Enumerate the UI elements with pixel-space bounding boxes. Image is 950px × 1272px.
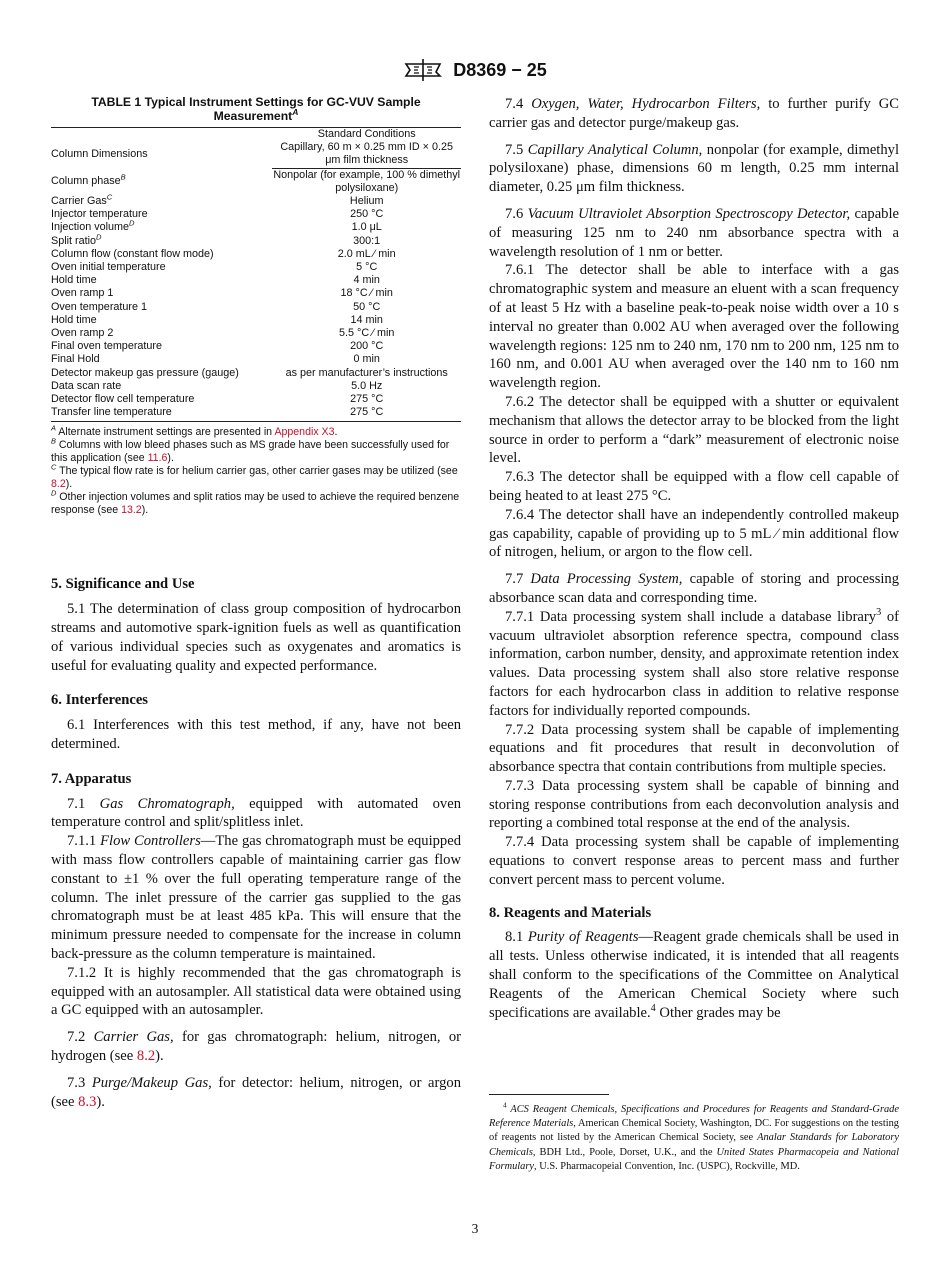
table-row (51, 314, 461, 327)
footnote-ref-link[interactable]: Appendix X3 (274, 426, 335, 439)
value-cell: 50 °C (353, 300, 381, 313)
table-footnote: $^D$ Other injection volumes and split ratios may be used to achieve the required benzene response (see 13.2). (51, 488, 460, 517)
table-row (51, 168, 461, 195)
section-6-heading: 6. Interferences (51, 692, 148, 709)
param-cell: Hold time (51, 313, 97, 326)
settings-table (51, 127, 461, 422)
table-row (51, 301, 461, 314)
value-cell: 5.5 °C ⁄ min (339, 327, 395, 340)
param-cell: Injector temperature (51, 208, 148, 221)
table-row (51, 208, 461, 221)
param-cell: Detector flow cell temperature (51, 393, 195, 406)
value-cell: 275 °C (272, 406, 461, 422)
param-cell: Data scan rate (51, 379, 122, 392)
paragraph-7-2: 7.2 Carrier Gas, for gas chromatograph: helium, nitrogen, or hydrogen (see 8.2). (51, 1029, 461, 1064)
paragraph-7-6-4: 7.6.4 The detector shall have an independently controlled makeup gas capability, capable of providing up to 5 mL ⁄ min additional flow of nitrogen, helium, or argon to the flow cell. (489, 506, 899, 561)
param-cell: Final oven temperature (51, 340, 163, 353)
value-cell: 18 °C ⁄ min (340, 287, 393, 300)
ref-8-2-link[interactable]: 8.2 (136, 1048, 156, 1064)
value-cell: 275 °C (350, 393, 384, 406)
paragraph-7-6: 7.6 Vacuum Ultraviolet Absorption Spectroscopy Detector, capable of measuring 125 nm to 240 nm absorbance spectra with a wavelength resolution of 1 nm or better. (489, 205, 899, 260)
paragraph-6-1: 6.1 Interferences with this test method, if any, have not been determined. (51, 717, 461, 753)
table-row (51, 261, 461, 274)
table-row (51, 221, 461, 234)
param-cell: Oven ramp 2 (51, 327, 114, 340)
param-cell: Oven ramp 1 (51, 287, 114, 300)
value-cell: 4 min (353, 274, 380, 287)
table-footnote: $^A$ Alternate instrument settings are presented in Appendix X3. (51, 423, 338, 439)
left-column (51, 95, 461, 1111)
table-footnotes (51, 423, 461, 517)
param-cell: Hold time (51, 274, 97, 287)
value-cell: 200 °C (350, 340, 384, 353)
table-footnote: $^C$ The typical flow rate is for helium carrier gas, other carrier gases may be utilized (see 8.2). (51, 462, 458, 491)
ref-8-3-link[interactable]: 8.3 (78, 1093, 97, 1110)
paragraph-7-1-1: 7.1.1 Flow Controllers—The gas chromatograph must be equipped with mass flow controllers capable of maintaining carrier gas flow constant to ±1 % over the full operating temperature range of the column. The inlet pressure of the carrier gas supplied to the gas chromatograph must be at least 485 kPa. This will ensure that the minimum pressure needed to compensate for the increase in column back-pressure as the column temperature is maintained. (51, 833, 461, 963)
table-row (51, 274, 461, 287)
value-cell: 250 °C (350, 208, 384, 221)
paragraph-7-7: 7.7 Data Processing System, capable of storing and processing absorbance scan data and corresponding time. (489, 571, 900, 606)
table-row (51, 393, 461, 406)
param-cell: Detector makeup gas pressure (gauge) (51, 366, 239, 379)
footnote-ref-link[interactable]: 13.2 (121, 504, 142, 517)
section-7-heading: 7. Apparatus (51, 770, 132, 787)
value-cell: 5.0 Hz (351, 379, 383, 392)
paragraph-7-6-1: 7.6.1 The detector shall be able to interface with a gas chromatographic system and measure an eluent with a scan frequency of at least 5 Hz with a baseline peak-to-peak noise width over a 10 s interval no greater than 0.002 AU when averaged over the following wavelength regions: 125 nm to 240 nm, 170 nm to 200 nm, 125 nm to 160 nm, and 0.001 AU when averaged over the 140 nm to 160 nm wavelength region. (489, 262, 899, 392)
value-cell: 1.0 μL (351, 221, 382, 234)
table-row (51, 195, 461, 208)
param-cell: Split ratio$^D$ (51, 232, 102, 247)
paragraph-7-6-3: 7.6.3 The detector shall be equipped with a flow cell capable of being heated to at least 275 °C. (489, 469, 899, 504)
table-row (51, 235, 461, 248)
table-row (51, 353, 461, 366)
table-row (51, 287, 461, 300)
param-cell: Transfer line temperature (51, 406, 272, 422)
table-footnote: $^B$ Columns with low bleed phases such as MS grade have been successfully used for this application (see 11.6). (51, 436, 450, 465)
param-cell: Column Dimensions (51, 148, 148, 161)
right-column (489, 95, 899, 1022)
value-cell: 5 °C (356, 261, 378, 274)
paragraph-8-1: 8.1 Purity of Reagents—Reagent grade chemicals shall be used in all tests. Unless otherwise indicated, it is intended that all reagents shall conform to the specifications of the Committee on Analytical Reagents of the American Chemical Society where such specifications are available.$^4$ Other grades may be (489, 929, 899, 1021)
param-cell: Injection volume$^D$ (51, 218, 135, 234)
table-caption: TABLE 1 Typical Instrument Settings for GC-VUV Sample Measurement$^A$ (91, 95, 421, 123)
footnote-4: $^4$ ACS Reagent Chemicals, Specifications and Procedures for Reagents and Standard-Grade Reference Materials, American Chemical Society, Washington, DC. For suggestions on the testing of reagents not listed by the American Chemical Society, see Analar Standards for Laboratory Chemicals, BDH Ltd., Poole, Dorset, U.K., and the United States Pharmacopeia and National Formulary, U.S. Pharmacopeial Convention, Inc. (USPC), Rockville, MD. (489, 1101, 899, 1172)
param-cell: Oven temperature 1 (51, 300, 148, 313)
footnote-4-ref: 4 (650, 1002, 656, 1014)
paragraph-7-7-4: 7.7.4 Data processing system shall be capable of implementing equations to convert response areas to percent mass and further convert percent mass to percent volume. (489, 834, 899, 888)
param-cell: Column phase$^B$ (51, 172, 126, 187)
table-row (51, 406, 461, 422)
table-row (51, 248, 461, 261)
paragraph-7-7-3: 7.7.3 Data processing system shall be capable of binning and storing response contributions from each deconvolution analysis and reporting a combined total response at the end of the analysis. (489, 777, 899, 832)
table-row (51, 340, 461, 353)
page-header (0, 58, 950, 84)
section-5-heading: 5. Significance and Use (51, 576, 195, 593)
footnote-divider (489, 1094, 609, 1095)
paragraph-7-7-2: 7.7.2 Data processing system shall be capable of implementing equations and fit procedures that result in deconvolution of absorbance spectra that contain contributions from multiple species. (489, 721, 899, 776)
section-8-heading: 8. Reagents and Materials (489, 904, 652, 921)
value-cell: as per manufacturer’s instructions (285, 366, 448, 379)
param-cell: Oven initial temperature (51, 261, 166, 274)
table-row (51, 327, 461, 340)
paragraph-5-1: 5.1 The determination of class group composition of hydrocarbon streams and automotive spark-ignition fuels as well as quantification of various individual species such as oxygenates and aromatics is useful for evaluating quality and expected performance. (51, 601, 461, 674)
table-row (51, 380, 461, 393)
table-row (51, 141, 461, 168)
paragraph-7-6-2: 7.6.2 The detector shall be equipped with a shutter or equivalent mechanism that allows the detector array to be blocked from the light source in order to perform a “dark” measurement of electronic noise level. (489, 393, 899, 467)
paragraph-7-1-2: 7.1.2 It is highly recommended that the gas chromatograph is equipped with an autosampler. All statistical data were obtained using a GC equipped with an autosampler. (51, 964, 461, 1019)
value-cell: 14 min (350, 313, 383, 326)
astm-logo-icon (403, 58, 443, 82)
value-cell: Capillary, 60 m × 0.25 mm ID × 0.25 μm film thickness (272, 141, 461, 168)
footnote-ref-link[interactable]: 8.2 (51, 478, 66, 491)
paragraph-7-1: 7.1 Gas Chromatograph, equipped with automated oven temperature control and split/splitless inlet. (51, 795, 462, 831)
value-cell: 300:1 (353, 234, 381, 247)
value-cell: Helium (349, 195, 384, 208)
paragraph-7-5: 7.5 Capillary Analytical Column, nonpolar (for example, dimethyl polysiloxane) phase, dimensions 60 m length, 0.25 mm internal diameter, 0.25 μm film thickness. (489, 141, 900, 196)
value-cell: Nonpolar (for example, 100 % dimethyl polysiloxane) (273, 168, 461, 194)
param-cell: Final Hold (51, 353, 100, 366)
footnote-ref-link[interactable]: 11.6 (147, 452, 168, 465)
document-number: D8369 − 25 (453, 59, 547, 80)
value-cell: 0 min (353, 353, 380, 366)
value-cell: 2.0 mL ⁄ min (337, 247, 396, 260)
paragraph-7-3: 7.3 Purge/Makeup Gas, for detector: helium, nitrogen, or argon (see 8.3). (51, 1074, 461, 1110)
paragraph-7-4: 7.4 Oxygen, Water, Hydrocarbon Filters, to further purify GC carrier gas and detector purge/makeup gas. (489, 96, 900, 131)
page-number: 3 (471, 1221, 479, 1236)
param-cell: Carrier Gas$^C$ (51, 192, 113, 208)
paragraph-7-7-1: 7.7.1 Data processing system shall include a database library$^3$ of vacuum ultraviolet absorption reference spectra, compound class information, carbon number, density, and approximate retention index values. Data processing system shall also store relative response factors for each hydrocarbon class in addition to relative response factors for individually reported compounds. (489, 606, 899, 719)
footnote-3-ref: 3 (876, 606, 882, 618)
table-row (51, 367, 461, 380)
param-cell: Column flow (constant flow mode) (51, 247, 214, 260)
conditions-header: Standard Conditions (272, 128, 461, 142)
